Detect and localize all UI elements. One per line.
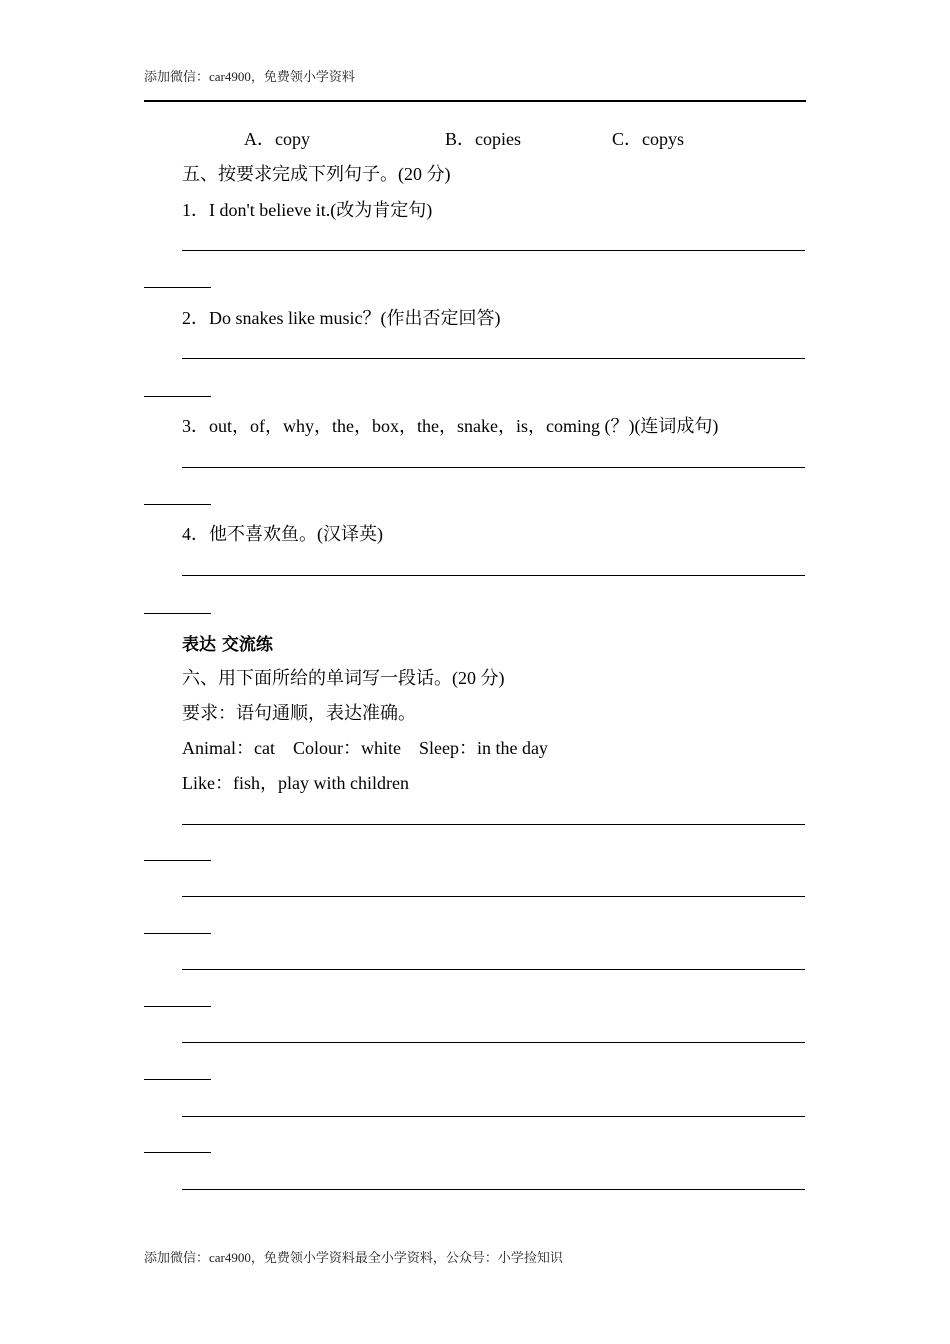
section6-info-line-1: Animal：cat Colour：white Sleep：in the day — [182, 738, 548, 758]
answer-line-2-tail — [144, 396, 211, 397]
question-4: 4．他不喜欢鱼。(汉译英) — [182, 524, 383, 544]
section5-title: 五、按要求完成下列句子。(20 分) — [182, 164, 451, 184]
answer-line-1-tail — [144, 287, 211, 288]
section-heading: 表达 交流练 — [182, 635, 273, 655]
writing-line-tail — [144, 860, 211, 861]
option-b: B．copies — [445, 129, 521, 149]
writing-line-tail — [144, 1152, 211, 1153]
page-footer: 添加微信：car4900，免费领小学资料最全小学资料，公众号：小学捡知识 — [144, 1250, 563, 1265]
answer-line-3[interactable] — [182, 467, 805, 468]
writing-line-tail — [144, 1006, 211, 1007]
answer-line-4[interactable] — [182, 575, 805, 576]
answer-line-3-tail — [144, 504, 211, 505]
answer-line-4-tail — [144, 613, 211, 614]
section6-info-line-2: Like：fish，play with children — [182, 773, 409, 793]
answer-line-1[interactable] — [182, 250, 805, 251]
option-c: C．copys — [612, 129, 684, 149]
question-2: 2．Do snakes like music？(作出否定回答) — [182, 308, 501, 328]
page-header: 添加微信：car4900，免费领小学资料 — [144, 69, 355, 84]
question-1: 1．I don't believe it.(改为肯定句) — [182, 200, 433, 220]
writing-line[interactable] — [182, 1042, 805, 1043]
writing-line-tail — [144, 1079, 211, 1080]
writing-line[interactable] — [182, 896, 805, 897]
question-3: 3．out，of，why，the，box，the，snake，is，coming (？)(连词成句) — [182, 416, 719, 436]
section6-title: 六、用下面所给的单词写一段话。(20 分) — [182, 668, 505, 688]
option-a: A．copy — [244, 129, 310, 149]
writing-line[interactable] — [182, 1189, 805, 1190]
header-divider — [144, 100, 806, 102]
writing-line[interactable] — [182, 1116, 805, 1117]
writing-line[interactable] — [182, 969, 805, 970]
writing-line[interactable] — [182, 824, 805, 825]
writing-line-tail — [144, 933, 211, 934]
section6-requirement: 要求：语句通顺，表达准确。 — [182, 703, 416, 723]
answer-line-2[interactable] — [182, 358, 805, 359]
